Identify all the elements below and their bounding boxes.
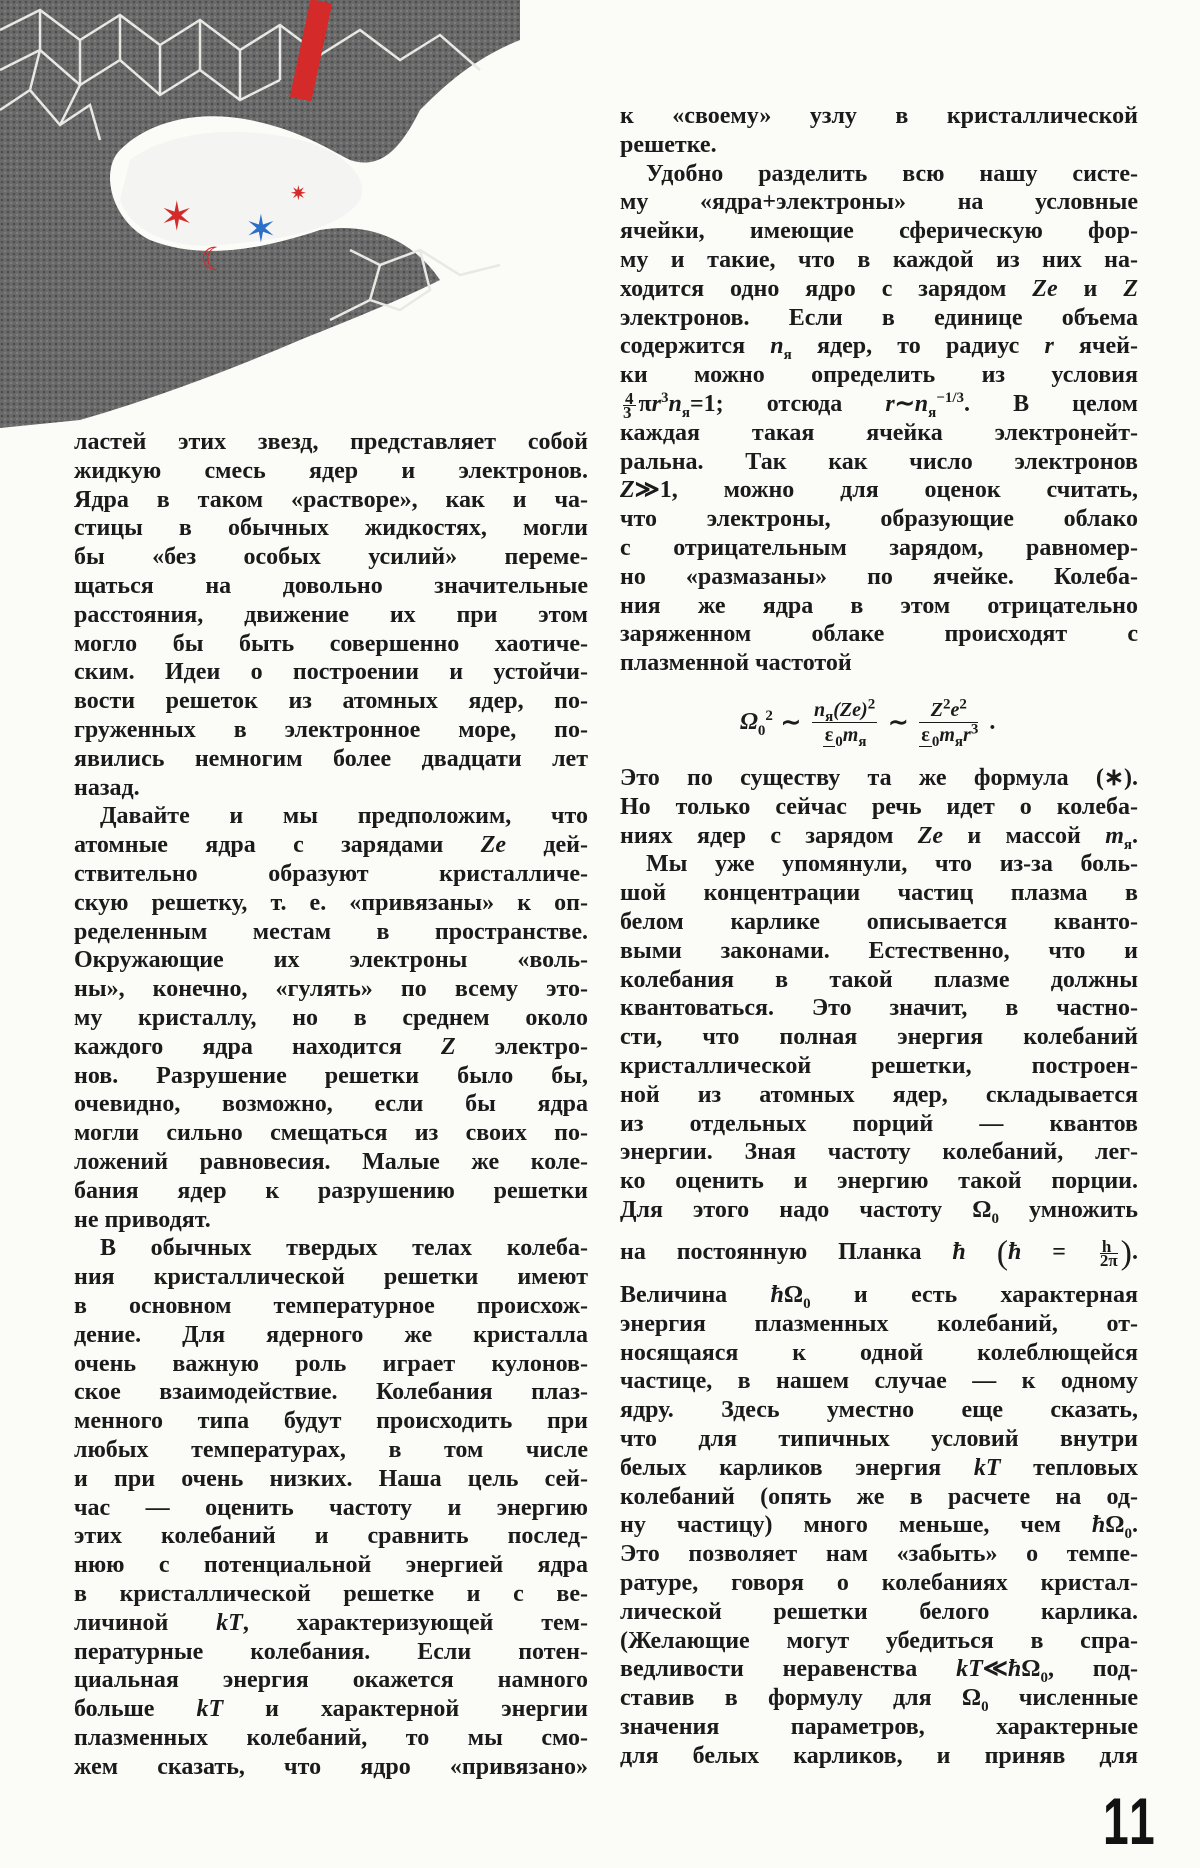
blue-star-icon: ✶ — [245, 209, 277, 251]
text-line: Давайте и мы предположим, что — [100, 803, 588, 830]
denominator: 3 — [623, 402, 632, 422]
text-line: не приводят. — [74, 1206, 211, 1233]
fraction-2 — [919, 695, 979, 750]
text-line: ны», конечно, «гулять» по всему это- — [74, 976, 588, 1003]
subscript: я — [681, 404, 690, 421]
text-line: ниях ядер с зарядом Ze и массой $m_я$. — [620, 822, 1138, 853]
math-var: r — [651, 391, 661, 417]
text-line: плазменной частотой — [620, 650, 852, 677]
math-var: kT — [956, 1656, 983, 1683]
small-red-star-icon: ✷ — [290, 183, 307, 205]
text-line: Это позволяет нам «забыть» о темпе- — [620, 1541, 1138, 1568]
subscript: 0 — [757, 722, 766, 739]
text-line: кристаллической решетки, построен- — [620, 1053, 1138, 1079]
text-line: груженных в электронное море, по- — [74, 717, 588, 743]
epsilon: ε — [921, 723, 930, 746]
superscript: 3 — [970, 720, 979, 737]
superscript: 2 — [959, 695, 967, 712]
text-line: явились немногим более двадцати лет — [74, 745, 588, 772]
text-line: ложений равновесия. Малые же коле- — [74, 1149, 588, 1175]
subscript: я — [928, 404, 937, 421]
text-line: Но только сейчас речь идет о колеба- — [620, 793, 1138, 820]
illustration-crystal-lattice — [0, 0, 520, 430]
text-line: му и такие, что в каждой из них на- — [620, 247, 1138, 273]
inline-fraction — [1099, 1236, 1118, 1270]
text-line: атомные ядра с зарядами Ze дей- — [74, 832, 588, 859]
text-line: ределенным местам в пространстве. — [74, 918, 588, 945]
var: r — [963, 723, 971, 746]
math-var: Ze — [917, 822, 944, 849]
text-line: му «ядра+электроны» на условные — [620, 189, 1138, 216]
math-var: r — [1044, 333, 1054, 360]
big-paren: ) — [1120, 1234, 1132, 1272]
text-line: ния кристаллической решетки имеют — [74, 1264, 588, 1291]
text-line: значения параметров, характерные — [620, 1714, 1138, 1740]
text-line: Для этого надо частоту $\Omega_0$ умножить — [620, 1197, 1138, 1227]
math-var: Z — [1123, 275, 1139, 302]
subscript: 0 — [931, 733, 940, 750]
math-var: Ze — [1032, 275, 1058, 302]
subscript: я — [783, 347, 792, 364]
omega-symbol: Ω — [740, 708, 758, 735]
sim-symbol: ∼ — [888, 709, 909, 736]
math-var: Z — [620, 477, 635, 504]
text-line: шой концентрации частиц плазма в — [620, 880, 1138, 907]
numerator: 4 — [625, 388, 634, 408]
text-line: Удобно разделить всю нашу систе- — [646, 160, 1138, 187]
math-var: ħ — [1007, 1656, 1022, 1683]
superscript: 2 — [942, 695, 951, 712]
text-line: ральна. Так как число электронов — [620, 448, 1138, 475]
text-line: колебаний (опять же в расчете на од- — [620, 1483, 1138, 1510]
math-var: n — [914, 391, 929, 417]
denominator — [812, 723, 877, 750]
text-line: каждая такая ячейка электронейт- — [620, 419, 1138, 446]
text-line: менного типа будут происходить при — [74, 1408, 588, 1435]
subscript: я — [858, 733, 867, 750]
text-line: любых температурах, в том числе — [74, 1437, 588, 1463]
var: n — [814, 698, 826, 721]
text-line: циальная энергия окажется намного — [74, 1667, 588, 1694]
text-line: В обычных твердых телах колеба- — [100, 1235, 588, 1262]
math-var: kT — [216, 1609, 243, 1636]
red-star-icon: ✶ — [160, 194, 194, 239]
text-line: (Желающие могут убедиться в спра- — [620, 1627, 1138, 1654]
text-line: дение. Для ядерного же кристалла — [74, 1321, 588, 1348]
text-line: что электроны, образующие облако — [620, 506, 1138, 533]
epsilon: ε — [824, 723, 834, 746]
math-var: kT — [973, 1454, 1001, 1481]
text-line: нюю с потенциальной энергией ядра — [74, 1552, 588, 1579]
text-line: стицы в обычных жидкостях, могли — [74, 515, 588, 542]
subscript: я — [954, 733, 964, 750]
text-line: могло бы быть совершенно хаотиче- — [74, 630, 588, 657]
text-line: ну частицу) много меньше, чем $ħ\Omega_0$. — [620, 1512, 1138, 1543]
text-line: с отрицательным зарядом, равномер- — [620, 535, 1138, 561]
text-line: нов. Разрушение решетки было бы, — [74, 1062, 588, 1089]
period: . — [989, 708, 996, 735]
text-line: и при очень низких. Наша цель сей- — [74, 1465, 588, 1492]
text-line: расстояния, движение их при этом — [74, 601, 588, 628]
text-line: ядру. Здесь уместно еще сказать, — [620, 1397, 1138, 1424]
subscript: я — [1123, 836, 1132, 853]
superscript: 2 — [765, 707, 773, 724]
math-var: ħ — [952, 1239, 966, 1265]
text-line: белых карликов энергия kT тепловых — [620, 1454, 1138, 1481]
text-line: вости решеток из атомных ядер, по- — [74, 688, 588, 715]
text-line: ставив в формулу для $\Omega_0$ численные — [620, 1685, 1138, 1715]
text-line: электронов. Если в единице объема — [620, 304, 1138, 331]
crescent-icon: ☾ — [200, 241, 229, 277]
text-line: больше kT и характерной энергии — [74, 1696, 588, 1723]
math-var: n — [770, 333, 784, 360]
text-line: жидкую смесь ядер и электронов. — [74, 457, 588, 484]
text-line: содержится $n_я$ ядер, то радиус r ячей- — [620, 333, 1138, 364]
text-line: энергии. Зная частоту колебаний, лег- — [620, 1139, 1138, 1166]
math-var: n — [668, 391, 682, 417]
text-line: Ядра в таком «растворе», как и ча- — [74, 486, 588, 513]
subscript: 0 — [803, 1295, 811, 1312]
text-line: $\frac{4}{3}$ $\pi r^3n_я=1$; отсюда $r\sim n_я^{-1/3}$. В целом — [623, 388, 1138, 422]
text-line: из отдельных порций — квантов — [620, 1110, 1138, 1137]
text-line: жем сказать, что ядро «привязано» — [74, 1753, 588, 1780]
text-line: ячейки, имеющие сферическую фор- — [620, 218, 1138, 245]
superscript: 3 — [661, 390, 669, 406]
text-line: но «размазаны» по ячейке. Колеба- — [620, 563, 1138, 590]
superscript: 2 — [867, 695, 876, 712]
text-line: на постоянную Планка ħ (ħ = $\frac{h}{2\pi}$ ). — [620, 1234, 1138, 1272]
text-line: пературные колебания. Если потен- — [74, 1638, 588, 1665]
subscript: 0 — [835, 733, 843, 750]
text-line: назад. — [74, 774, 140, 801]
text-line: очевидно, возможно, если бы ядра — [74, 1091, 588, 1118]
text-line: энергия плазменных колебаний, от- — [620, 1310, 1138, 1337]
text-line: решетке. — [620, 131, 717, 158]
numerator — [919, 695, 978, 723]
text-line: белом карлике описывается кванто- — [620, 909, 1138, 935]
numerator — [812, 695, 877, 725]
sim-symbol: ∼ — [780, 709, 802, 736]
math-var: kT — [196, 1696, 224, 1723]
text-line: щаться на довольно значительные — [74, 573, 588, 599]
text-line: плазменных колебаний, то мы смо- — [74, 1725, 588, 1751]
denominator — [919, 720, 979, 750]
denominator: 2π — [1099, 1250, 1118, 1270]
subscript: 0 — [981, 1698, 989, 1715]
text-line: му кристаллу, но в среднем около — [74, 1005, 588, 1031]
var: Z — [930, 698, 943, 721]
math-var: m — [1105, 822, 1124, 849]
var: e — [950, 698, 960, 721]
inline-fraction — [623, 388, 636, 422]
subscript: я — [825, 708, 834, 725]
text-line: этих колебаний и сравнить послед- — [74, 1523, 588, 1550]
text-line: ствительно образуют кристалличе- — [74, 861, 588, 887]
text-line: бания ядер к разрушению решетки — [74, 1177, 588, 1204]
text-line: ки можно определить из условия — [620, 362, 1138, 389]
subscript: 0 — [1124, 1526, 1132, 1543]
text-line: час — оценить частоту и энергию — [74, 1494, 588, 1521]
text-line: к «своему» узлу в кристаллической — [620, 103, 1138, 129]
math-var: Ze — [480, 832, 507, 859]
math-var: r — [885, 391, 895, 417]
text-line: заряженном облаке происходят с — [620, 621, 1138, 648]
text-line: ластей этих звезд, представляет собой — [74, 429, 588, 455]
superscript: −1/3 — [936, 390, 964, 406]
text-line: Величина $ħ\Omega_0$ и есть характерная — [620, 1282, 1138, 1312]
text-line: в основном температурное происхож- — [74, 1293, 588, 1319]
text-line: сти, что полная энергия колебаний — [620, 1024, 1138, 1051]
numerator: h — [1100, 1240, 1118, 1254]
text-line: Z≫1, можно для оценок считать, — [620, 477, 1138, 504]
var: m — [939, 723, 955, 746]
text-line: ведливости неравенства $kT≪ħ\Omega_0$, под- — [620, 1656, 1138, 1687]
text-line: ной из атомных ядер, складывается — [620, 1081, 1138, 1108]
text-line: для белых карликов, и приняв для — [620, 1742, 1138, 1769]
text-line: ния же ядра в этом отрицательно — [620, 592, 1138, 619]
text-line: что для типичных условий внутри — [620, 1426, 1138, 1452]
text-line: очень важную роль играет кулонов- — [74, 1350, 588, 1377]
math-var: ħ — [1091, 1512, 1106, 1539]
big-paren: ( — [996, 1234, 1009, 1272]
text-line: бы «без особых усилий» переме- — [74, 544, 588, 571]
text-line: выми законами. Естественно, что и — [620, 937, 1138, 964]
text-line: в кристаллической решетке и с ве- — [74, 1581, 588, 1607]
var: (Ze) — [833, 698, 868, 721]
text-line: ходится одно ядро с зарядом Ze и Z — [620, 275, 1139, 302]
text-line: ское взаимодействие. Колебания плаз- — [74, 1379, 588, 1406]
text-line: могли сильно смещаться из своих по- — [74, 1120, 588, 1147]
text-line: скую решетку, т. е. «привязаны» к оп- — [74, 889, 588, 916]
math-var: Z — [440, 1033, 456, 1060]
text-line: каждого ядра находится Z электро- — [74, 1033, 588, 1060]
text-line: Окружающие их электроны «воль- — [74, 947, 588, 974]
text-line: ратуре, говоря о колебаниях кристал- — [620, 1570, 1138, 1596]
fraction-1 — [812, 695, 877, 750]
text-line: Это по существу та же формула (∗). — [620, 765, 1138, 791]
page-number: 11 — [1103, 1784, 1158, 1858]
text-line: колебания в такой плазме должны — [620, 966, 1138, 993]
text-line: лической решетки белого карлика. — [620, 1598, 1138, 1625]
text-line: частице, в нашем случае — к одному — [620, 1368, 1138, 1395]
text-line: ским. Идеи о построении и устойчи- — [74, 659, 588, 686]
text-line: Мы уже упомянули, что из-за боль- — [646, 851, 1138, 878]
subscript: 0 — [991, 1210, 999, 1227]
text-line: личиной kT, характеризующей тем- — [74, 1609, 588, 1636]
text-line: квантоваться. Это значит, в частно- — [620, 995, 1138, 1022]
text-line: ко оценить и энергию такой порции. — [620, 1168, 1138, 1195]
math-var: ħ — [1008, 1239, 1022, 1265]
plasma-frequency-formula — [740, 692, 995, 752]
math-var: ħ — [770, 1282, 784, 1308]
text-line: носящаяся к одной колеблющейся — [620, 1339, 1138, 1366]
var: m — [842, 723, 859, 746]
subscript: 0 — [1040, 1670, 1048, 1687]
